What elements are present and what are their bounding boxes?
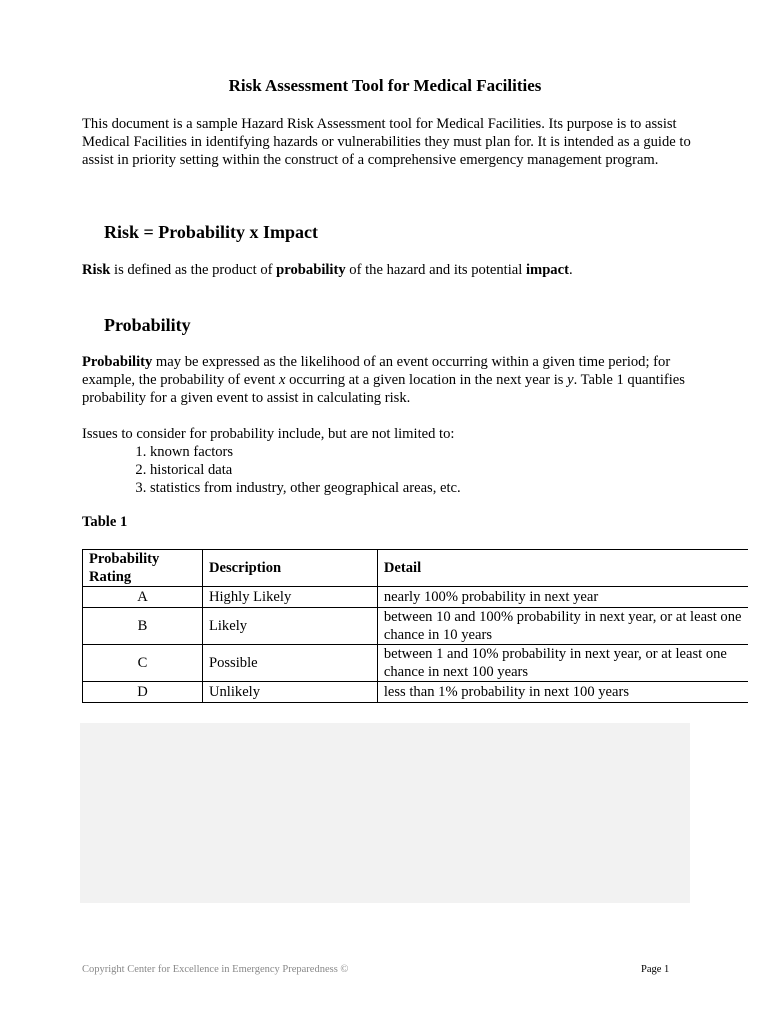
list-item: 2. historical data [150, 461, 702, 479]
rating-cell: A [83, 587, 203, 608]
risk-term: Risk [82, 262, 111, 278]
rating-cell: B [83, 608, 203, 645]
footer-copyright: Copyright Center for Excellence in Emergency Preparedness © [82, 964, 349, 975]
footer-page-number: Page 1 [641, 964, 670, 975]
list-item: 1. known factors [150, 443, 702, 461]
probability-table [82, 549, 748, 703]
image-placeholder [80, 723, 690, 903]
risk-text-2: of the hazard and its potential [345, 262, 526, 278]
issues-section [82, 425, 702, 497]
rating-cell: C [83, 645, 203, 682]
description-cell: Highly Likely [202, 587, 377, 608]
table-row [83, 608, 749, 645]
detail-cell: less than 1% probability in next 100 years [377, 682, 748, 703]
risk-text-1: is defined as the product of [110, 262, 277, 278]
probability-term: probability [276, 262, 346, 278]
event-y: y [567, 372, 574, 388]
probability-text-3: . Table 1 quantifies probability for a given event to assist in calculating risk. [82, 372, 685, 406]
intro-paragraph: This document is a sample Hazard Risk Assessment tool for Medical Facilities. Its purpose is to assist Medical Facilities in identifying hazards or vulnerabilities they must plan for. It is intended as a guide to assist in priority setting within the construct of a comprehensive emergency management program. [82, 116, 691, 168]
rating-cell: D [83, 682, 203, 703]
description-cell: Possible [202, 645, 377, 682]
detail-cell: between 10 and 100% probability in next year, or at least one chance in 10 years [377, 608, 748, 645]
header-description: Description [202, 550, 377, 587]
table-label: Table 1 [82, 514, 128, 530]
probability-definition [82, 353, 702, 407]
probability-def-term: Probability [82, 354, 153, 370]
risk-definition [82, 262, 573, 279]
probability-text-2: occurring at a given location in the next year is [285, 372, 568, 388]
list-item: 3. statistics from industry, other geographical areas, etc. [150, 479, 702, 497]
risk-text-end: . [568, 262, 573, 278]
issues-intro: Issues to consider for probability include, but are not limited to: [82, 426, 455, 442]
risk-heading: Risk = Probability x Impact [104, 222, 318, 242]
document-title: Risk Assessment Tool for Medical Facilities [228, 76, 542, 95]
probability-heading: Probability [104, 315, 191, 335]
description-cell: Unlikely [202, 682, 377, 703]
header-rating: Probability Rating [83, 550, 203, 587]
header-detail: Detail [377, 550, 748, 587]
table-header-row [83, 550, 749, 587]
table-row [83, 682, 749, 703]
table-row [83, 587, 749, 608]
probability-text-1: may be expressed as the likelihood of an event occurring within a given time period; for example, the probability of event [82, 354, 671, 388]
detail-cell: nearly 100% probability in next year [377, 587, 748, 608]
table-row [83, 645, 749, 682]
issues-list [82, 443, 702, 497]
impact-term: impact [525, 262, 569, 278]
detail-cell: between 1 and 10% probability in next year, or at least one chance in next 100 years [377, 645, 748, 682]
event-x: x [278, 372, 286, 388]
description-cell: Likely [202, 608, 377, 645]
